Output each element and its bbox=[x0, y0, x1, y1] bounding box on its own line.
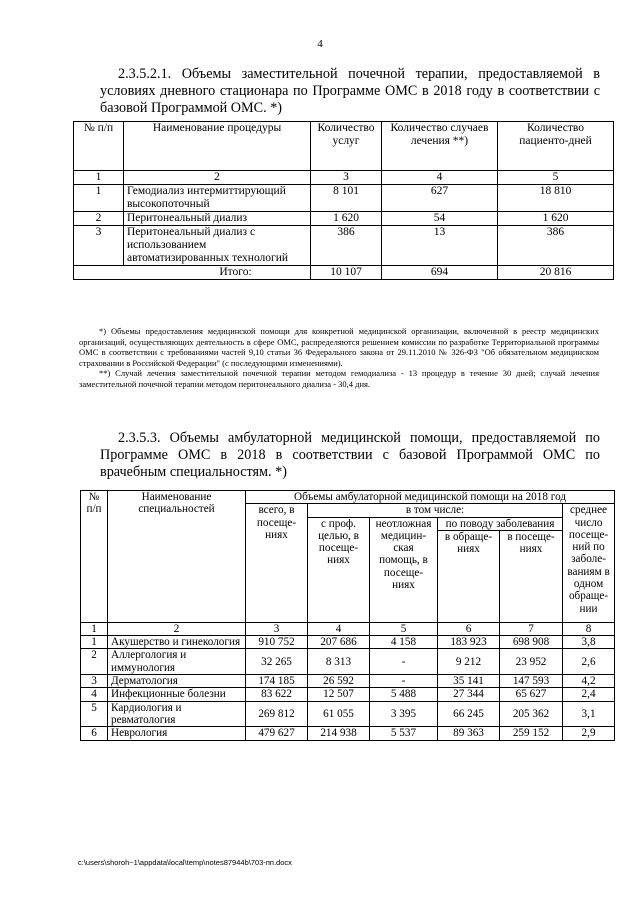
header-num: № п/п bbox=[74, 122, 124, 171]
row-num: 1 bbox=[74, 185, 124, 212]
days-value: 1 620 bbox=[498, 212, 614, 226]
footnote-2: **) Случай лечения заместительной почечной терапии методом гемодиализа - 13 процедур в течение 30 дней; случай лечения заместительной почечной терапии методом перитонеального диализа - 30,4 дня. bbox=[79, 368, 599, 389]
row-num: 2 bbox=[74, 212, 124, 226]
footnote-1: *) Объемы предоставления медицинской помощи для конкретной медицинской организации, включенной в реестр медицинских организаций, осуществляющих деятельность в сфере ОМС, распределяются решением комиссии по разработке Территориальной программы ОМС в соответствии с требованиями частей 9,10 статьи 36 Федерального закона от 29.11.2010 № 326-ФЗ "Об обязательном медицинском страховании в Российской Федерации" (с последующими изменениями). bbox=[79, 326, 599, 368]
average-value: 3,1 bbox=[563, 701, 615, 727]
column-number-row bbox=[74, 171, 614, 185]
header-appeals: в обраще-ниях bbox=[438, 530, 500, 622]
prof-value: 12 507 bbox=[308, 688, 370, 701]
col-number: 4 bbox=[308, 622, 370, 635]
dialysis-volumes-table bbox=[73, 121, 614, 280]
table-header-row bbox=[74, 122, 614, 171]
footer-file-path: c:\users\shoroh~1\appdata\local\temp\notes87944b\703-пп.docx bbox=[78, 858, 292, 867]
row-num: 1 bbox=[81, 636, 108, 649]
col-number: 5 bbox=[498, 171, 614, 185]
total-value: 83 622 bbox=[246, 688, 308, 701]
prof-value: 61 055 bbox=[308, 701, 370, 727]
page-number: 4 bbox=[317, 38, 323, 50]
header-including: в том числе: bbox=[308, 504, 563, 517]
total-value: 910 752 bbox=[246, 636, 308, 649]
appeals-value: 27 344 bbox=[438, 688, 500, 701]
outpatient-volumes-table bbox=[80, 490, 615, 741]
visits-value: 698 908 bbox=[500, 636, 563, 649]
specialty-name: Акушерство и гинекология bbox=[108, 636, 246, 649]
header-average: среднее число посеще-ний по заболе-ваниям в одном обраще-нии bbox=[563, 504, 615, 623]
footnotes bbox=[79, 326, 599, 390]
average-value: 2,6 bbox=[563, 649, 615, 675]
col-number: 4 bbox=[382, 171, 498, 185]
urgent-value: 5 488 bbox=[370, 688, 438, 701]
header-disease: по поводу заболевания bbox=[438, 517, 563, 530]
row-num: 3 bbox=[74, 226, 124, 266]
services-value: 386 bbox=[311, 226, 382, 266]
row-num: 4 bbox=[81, 688, 108, 701]
total-services: 10 107 bbox=[311, 266, 382, 280]
total-days: 20 816 bbox=[498, 266, 614, 280]
urgent-value: - bbox=[370, 649, 438, 675]
total-value: 269 812 bbox=[246, 701, 308, 727]
col-number: 1 bbox=[74, 171, 124, 185]
row-num: 3 bbox=[81, 675, 108, 688]
cases-value: 627 bbox=[382, 185, 498, 212]
days-value: 18 810 bbox=[498, 185, 614, 212]
total-value: 174 185 bbox=[246, 675, 308, 688]
total-row bbox=[74, 266, 614, 280]
col-number: 8 bbox=[563, 622, 615, 635]
table-row bbox=[74, 212, 614, 226]
column-number-row bbox=[81, 622, 615, 635]
total-value: 479 627 bbox=[246, 727, 308, 740]
prof-value: 26 592 bbox=[308, 675, 370, 688]
appeals-value: 66 245 bbox=[438, 701, 500, 727]
appeals-value: 183 923 bbox=[438, 636, 500, 649]
header-patient-days: Количество пациенто-дней bbox=[498, 122, 614, 171]
col-number: 6 bbox=[438, 622, 500, 635]
specialty-name: Дерматология bbox=[108, 675, 246, 688]
cases-value: 13 bbox=[382, 226, 498, 266]
total-label: Итого: bbox=[74, 266, 311, 280]
header-prophylactic: с проф. целью, в посеще-ниях bbox=[308, 517, 370, 622]
average-value: 2,9 bbox=[563, 727, 615, 740]
header-procedure: Наименование процедуры bbox=[124, 122, 311, 171]
col-number: 2 bbox=[124, 171, 311, 185]
prof-value: 214 938 bbox=[308, 727, 370, 740]
section-2-heading: 2.3.5.3. Объемы амбулаторной медицинской помощи, предоставляемой по Программе ОМС в 2018 в соответствии с базовой Программой ОМС по врачебным специальностям. *) bbox=[100, 430, 600, 480]
row-num: 2 bbox=[81, 649, 108, 675]
visits-value: 147 593 bbox=[500, 675, 563, 688]
col-number: 3 bbox=[246, 622, 308, 635]
procedure-name: Перитонеальный диализ bbox=[124, 212, 311, 226]
col-number: 2 bbox=[108, 622, 246, 635]
urgent-value: 3 395 bbox=[370, 701, 438, 727]
header-services: Количество услуг bbox=[311, 122, 382, 171]
header-total: всего, в посеще-ниях bbox=[246, 504, 308, 623]
visits-value: 23 952 bbox=[500, 649, 563, 675]
specialty-name: Аллергология и иммунология bbox=[108, 649, 246, 675]
specialty-name: Кардиология и ревматология bbox=[108, 701, 246, 727]
visits-value: 205 362 bbox=[500, 701, 563, 727]
total-cases: 694 bbox=[382, 266, 498, 280]
appeals-value: 89 363 bbox=[438, 727, 500, 740]
average-value: 2,4 bbox=[563, 688, 615, 701]
table-row bbox=[74, 185, 614, 212]
appeals-value: 35 141 bbox=[438, 675, 500, 688]
table-row bbox=[81, 636, 615, 649]
section-1-heading: 2.3.5.2.1. Объемы заместительной почечной терапии, предоставляемой в условиях дневного стационара по Программе ОМС в 2018 году в соответствии с базовой Программой ОМС. *) bbox=[100, 66, 600, 116]
days-value: 386 bbox=[498, 226, 614, 266]
urgent-value: - bbox=[370, 675, 438, 688]
urgent-value: 5 537 bbox=[370, 727, 438, 740]
average-value: 3,8 bbox=[563, 636, 615, 649]
specialty-name: Инфекционные болезни bbox=[108, 688, 246, 701]
services-value: 1 620 bbox=[311, 212, 382, 226]
table-row bbox=[74, 226, 614, 266]
table-row bbox=[81, 701, 615, 727]
procedure-name: Перитонеальный диализ с использованием автоматизированных технологий bbox=[124, 226, 311, 266]
visits-value: 65 627 bbox=[500, 688, 563, 701]
col-number: 3 bbox=[311, 171, 382, 185]
table-row bbox=[81, 675, 615, 688]
appeals-value: 9 212 bbox=[438, 649, 500, 675]
specialty-name: Неврология bbox=[108, 727, 246, 740]
total-value: 32 265 bbox=[246, 649, 308, 675]
table-row bbox=[81, 688, 615, 701]
header-cases: Количество случаев лечения **) bbox=[382, 122, 498, 171]
header-num: № п/п bbox=[81, 491, 108, 623]
visits-value: 259 152 bbox=[500, 727, 563, 740]
services-value: 8 101 bbox=[311, 185, 382, 212]
row-num: 5 bbox=[81, 701, 108, 727]
col-number: 5 bbox=[370, 622, 438, 635]
cases-value: 54 bbox=[382, 212, 498, 226]
header-specialty: Наименование специальностей bbox=[108, 491, 246, 623]
header-group: Объемы амбулаторной медицинской помощи на 2018 год bbox=[246, 491, 615, 504]
header-row-1 bbox=[81, 491, 615, 504]
header-visits: в посеще-ниях bbox=[500, 530, 563, 622]
row-num: 6 bbox=[81, 727, 108, 740]
prof-value: 207 686 bbox=[308, 636, 370, 649]
col-number: 1 bbox=[81, 622, 108, 635]
header-urgent: неотложная медицин-ская помощь, в посеще-ниях bbox=[370, 517, 438, 622]
procedure-name: Гемодиализ интермиттирующий высокопоточный bbox=[124, 185, 311, 212]
prof-value: 8 313 bbox=[308, 649, 370, 675]
table-row bbox=[81, 649, 615, 675]
average-value: 4,2 bbox=[563, 675, 615, 688]
table-row bbox=[81, 727, 615, 740]
col-number: 7 bbox=[500, 622, 563, 635]
urgent-value: 4 158 bbox=[370, 636, 438, 649]
